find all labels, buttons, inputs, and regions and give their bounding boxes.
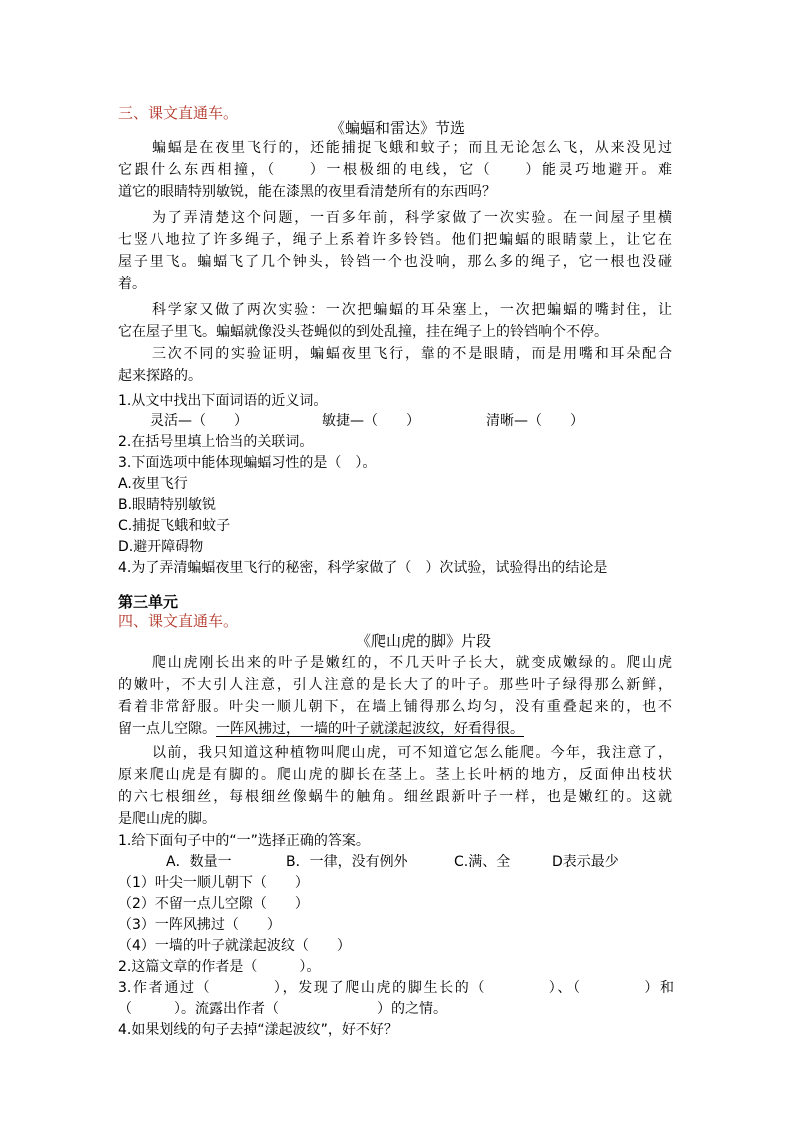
s4-question-2: 2.这篇文章的作者是（ ）。	[118, 959, 321, 975]
s3-p2-line4: 着。	[118, 276, 146, 292]
s3-p4-line2: 起来探路的。	[118, 368, 202, 384]
s4-p1-line1: 爬山虎刚长出来的叶子是嫩红的，不几天叶子长大，就变成嫩绿的。爬山虎	[152, 655, 672, 671]
section4-heading: 四、课文直通车。	[118, 612, 239, 630]
s4-q1-option-b: B．一律，没有例外	[286, 854, 408, 870]
s4-p1-line4-text: 留一点儿空隙。	[118, 721, 216, 737]
s3-q3-option-b: B.眼睛特别敏锐	[118, 497, 217, 513]
s4-p2-line4: 是爬山虎的脚。	[118, 811, 216, 827]
s3-q1-item-3: 清晰—（ ）	[486, 413, 584, 429]
unit-heading: 第三单元	[118, 593, 179, 611]
s4-p1-line2: 的嫩叶，不大引人注意，引人注意的是长大了的叶子。那些叶子绿得那么新鲜，	[118, 677, 672, 693]
s3-p1-line3: 道它的眼睛特别敏锐，能在漆黑的夜里看清楚所有的东西吗？	[118, 184, 496, 200]
s3-q1-item-2: 敏捷—（ ）	[322, 413, 420, 429]
s3-p4-line1: 三次不同的实验证明，蝙蝠夜里飞行，靠的不是眼睛，而是用嘴和耳朵配合	[152, 346, 672, 362]
s3-p2-line2: 七竖八地拉了许多绳子，绳子上系着许多铃铛。他们把蝙蝠的眼睛蒙上，让它在	[118, 232, 672, 248]
s4-q1-option-a: A．数量一	[166, 854, 232, 870]
s4-q1-item-1: （1）叶尖一顺儿朝下（ ）	[118, 875, 309, 891]
s3-question-4: 4.为了弄清蝙蝠夜里飞行的秘密，科学家做了（ ）次试验，试验得出的结论是	[118, 560, 608, 576]
s4-question-3-line1: 3.作者通过（ ），发现了爬山虎的脚生长的（ ）、（ ）和	[118, 980, 674, 996]
section3-title: 《蝙蝠和雷达》节选	[330, 119, 466, 137]
s4-p2-line3: 的六七根细丝，每根细丝像蜗牛的触角。细丝跟新叶子一样，也是嫩红的。这就	[118, 789, 672, 805]
s4-q1-item-3: （3）一阵风拂过（ ）	[118, 917, 281, 933]
s4-p2-line2: 原来爬山虎是有脚的。爬山虎的脚长在茎上。茎上长叶柄的地方，反面伸出枝状	[118, 767, 672, 783]
s3-p3-line1: 科学家又做了两次实验：一次把蝙蝠的耳朵塞上，一次把蝙蝠的嘴封住，让	[152, 302, 672, 318]
underlined-sentence: 一阵风拂过，一墙的叶子就漾起波纹，好看得很。	[216, 721, 524, 737]
s3-question-3: 3.下面选项中能体现蝙蝠习性的是（ ）。	[118, 455, 377, 471]
s3-q3-option-d: D.避开障碍物	[118, 539, 204, 555]
section4-title: 《爬山虎的脚》片段	[356, 632, 492, 650]
s4-p2-line1: 以前，我只知道这种植物叫爬山虎，可不知道它怎么能爬。今年，我注意了，	[152, 745, 672, 761]
s3-q3-option-c: C.捕捉飞蛾和蚊子	[118, 518, 231, 534]
s3-p2-line1: 为了弄清楚这个问题，一百多年前，科学家做了一次实验。在一间屋子里横	[152, 210, 672, 226]
s4-question-3-line2: （ ）。流露出作者（ ）的之情。	[118, 1001, 447, 1017]
s3-p3-line2: 它在屋子里飞。蝙蝠就像没头苍蝇似的到处乱撞，挂在绳子上的铃铛响个不停。	[118, 324, 608, 340]
s4-q1-item-2: （2）不留一点儿空隙（ ）	[118, 896, 309, 912]
s3-q1-item-1: 灵活—（ ）	[150, 413, 248, 429]
s4-q1-option-d: D表示最少	[552, 854, 619, 870]
s4-q1-option-c: C.满、全	[454, 854, 511, 870]
s3-p2-line3: 屋子里飞。蝙蝠飞了几个钟头，铃铛一个也没响，那么多的绳子，它一根也没碰	[118, 254, 672, 270]
s3-question-2: 2.在括号里填上恰当的关联词。	[118, 434, 314, 450]
s3-q3-option-a: A.夜里飞行	[118, 476, 188, 492]
s3-question-1: 1.从文中找出下面词语的近义词。	[118, 393, 328, 409]
section3-heading: 三、课文直通车。	[118, 104, 239, 122]
s4-question-4: 4.如果划线的句子去掉“漾起波纹”，好不好？	[118, 1022, 398, 1038]
s4-q1-item-4: （4）一墙的叶子就漾起波纹（ ）	[118, 938, 351, 954]
s4-p1-line3: 看着非常舒服。叶尖一顺儿朝下，在墙上铺得那么均匀，没有重叠起来的，也不	[118, 699, 672, 715]
s4-question-1: 1.给下面句子中的“一”选择正确的答案。	[118, 833, 370, 849]
s4-p1-line4	[118, 718, 524, 740]
s3-p1-line2: 它跟什么东西相撞，（ ）一根极细的电线，它（ ）能灵巧地避开。难	[118, 162, 672, 178]
s3-p1-line1: 蝙蝠是在夜里飞行的，还能捕捉飞蛾和蚊子；而且无论怎么飞，从来没见过	[152, 140, 672, 156]
